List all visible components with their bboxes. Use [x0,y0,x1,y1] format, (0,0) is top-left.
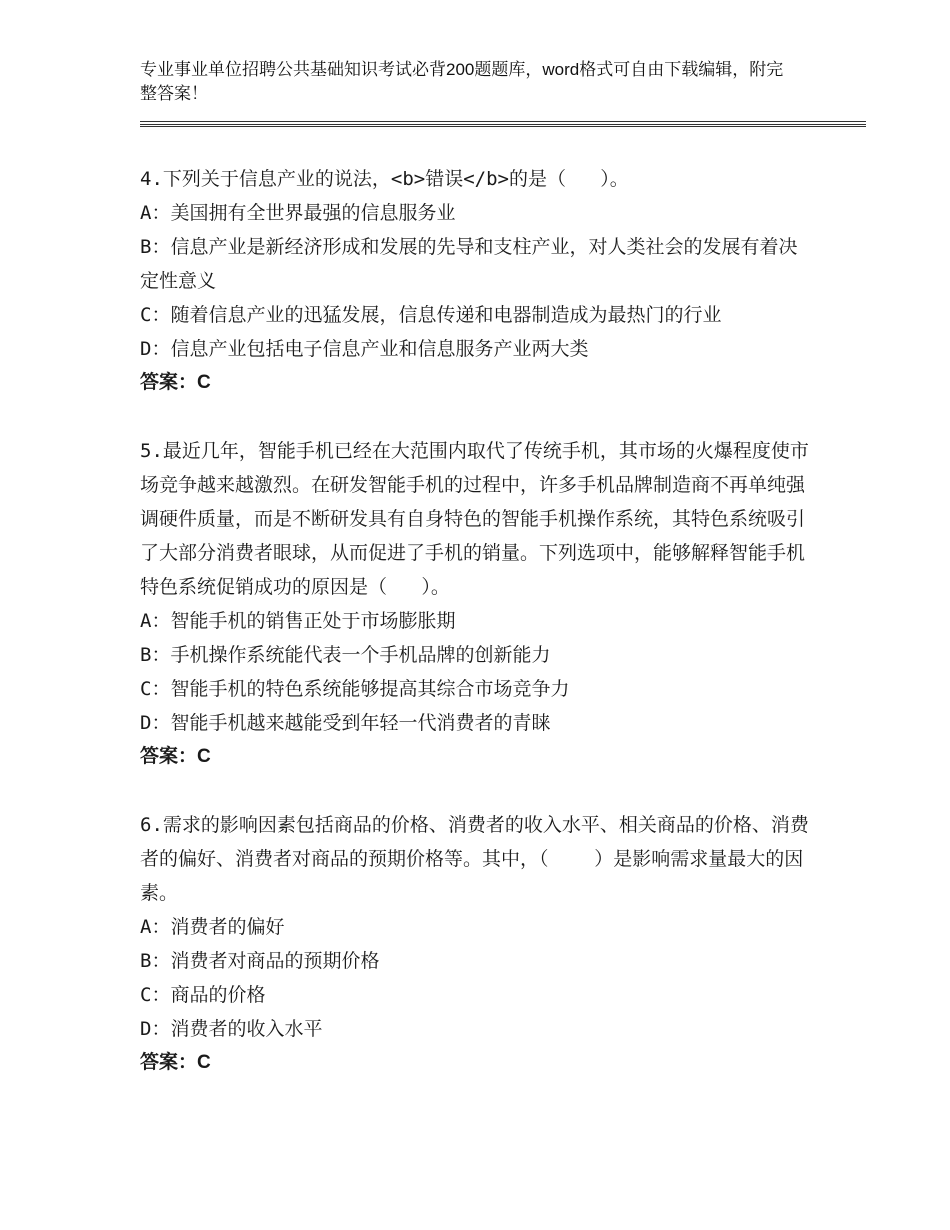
option-a: A：智能手机的销售正处于市场膨胀期 [140,610,456,632]
option-a: A：美国拥有全世界最强的信息服务业 [140,202,456,224]
question-stem: 6.需求的影响因素包括商品的价格、消费者的收入水平、相关商品的价格、消费者的偏好、消费者对商品的预期价格等。其中，（ ）是影响需求量最大的因素。 [140,814,809,904]
option-c: C：随着信息产业的迅猛发展，信息传递和电器制造成为最热门的行业 [140,304,722,326]
question-4 [140,162,810,400]
option-d: D：消费者的收入水平 [140,1018,323,1040]
answer-label: 答案：C [140,372,211,393]
answer-label: 答案：C [140,746,211,767]
option-c: C：智能手机的特色系统能够提高其综合市场竞争力 [140,678,570,700]
question-spacer [140,774,810,808]
option-d: D：智能手机越来越能受到年轻一代消费者的青睐 [140,712,551,734]
option-d: D：信息产业包括电子信息产业和信息服务产业两大类 [140,338,589,360]
option-c: C：商品的价格 [140,984,266,1006]
option-b: B：手机操作系统能代表一个手机品牌的创新能力 [140,644,551,666]
option-a: A：消费者的偏好 [140,916,285,938]
answer-label: 答案：C [140,1052,211,1073]
question-stem: 4.下列关于信息产业的说法，<b>错误</b>的是（ ）。 [140,168,629,190]
option-b: B：消费者对商品的预期价格 [140,950,380,972]
question-6 [140,808,810,1080]
question-list [140,162,810,1080]
option-b: B：信息产业是新经济形成和发展的先导和支柱产业，对人类社会的发展有着决定性意义 [140,236,798,292]
question-spacer [140,400,810,434]
page-header-text: 专业事业单位招聘公共基础知识考试必背200题题库，word格式可自由下载编辑，附完整答案！ [140,60,784,103]
header-divider [140,121,866,127]
question-5 [140,434,810,774]
question-stem: 5.最近几年，智能手机已经在大范围内取代了传统手机，其市场的火爆程度使市场竞争越来越激烈。在研发智能手机的过程中，许多手机品牌制造商不再单纯强调硬件质量，而是不断研发具有自身特色的智能手机操作系统，其特色系统吸引了大部分消费者眼球，从而促进了手机的销量。下列选项中，能够解释智能手机特色系统促销成功的原因是（ ）。 [140,440,809,598]
